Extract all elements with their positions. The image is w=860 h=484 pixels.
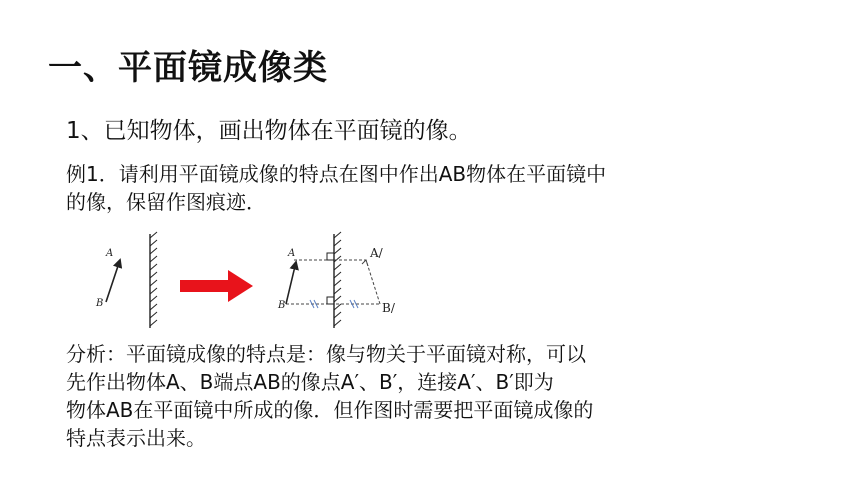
analysis-line-3: 物体AB在平面镜中所成的像．但作图时需要把平面镜成像的 — [66, 398, 594, 422]
left-object-arrow — [106, 260, 120, 302]
left-label-a: A — [106, 248, 114, 259]
example-line-1: 例1．请利用平面镜成像的特点在图中作出AB物体在平面镜中 — [66, 162, 607, 186]
right-object-arrow — [286, 262, 296, 304]
left-diagram — [95, 232, 157, 328]
analysis-line-1: 分析：平面镜成像的特点是：像与物关于平面镜对称，可以 — [66, 342, 586, 366]
right-label-b: B — [278, 300, 286, 311]
transition-arrow-icon — [180, 270, 253, 302]
left-mirror-hatching — [150, 232, 157, 326]
right-angle-marker-a — [327, 253, 334, 260]
image-arrow — [366, 260, 380, 304]
right-diagram — [277, 232, 396, 328]
analysis-line-4: 特点表示出来。 — [66, 426, 206, 450]
right-mirror-hatching — [334, 232, 341, 326]
right-angle-marker-b — [327, 297, 334, 304]
right-label-a: A — [288, 248, 296, 259]
left-label-b: B — [96, 298, 104, 309]
label-a-image: A/ — [370, 246, 383, 260]
example-paragraph — [66, 160, 766, 216]
slide-title: 一、平面镜成像类 — [48, 48, 328, 88]
label-b-image: B/ — [382, 301, 395, 315]
analysis-paragraph — [66, 340, 766, 452]
example-line-2: 的像，保留作图痕迹． — [66, 190, 266, 214]
mirror-figure-svg — [88, 226, 408, 334]
analysis-line-2: 先作出物体A、B端点AB的像点A′、B′，连接A′、B′即为 — [66, 370, 554, 394]
mirror-figure — [88, 226, 408, 334]
section-subtitle: 1、已知物体，画出物体在平面镜的像。 — [66, 118, 472, 144]
